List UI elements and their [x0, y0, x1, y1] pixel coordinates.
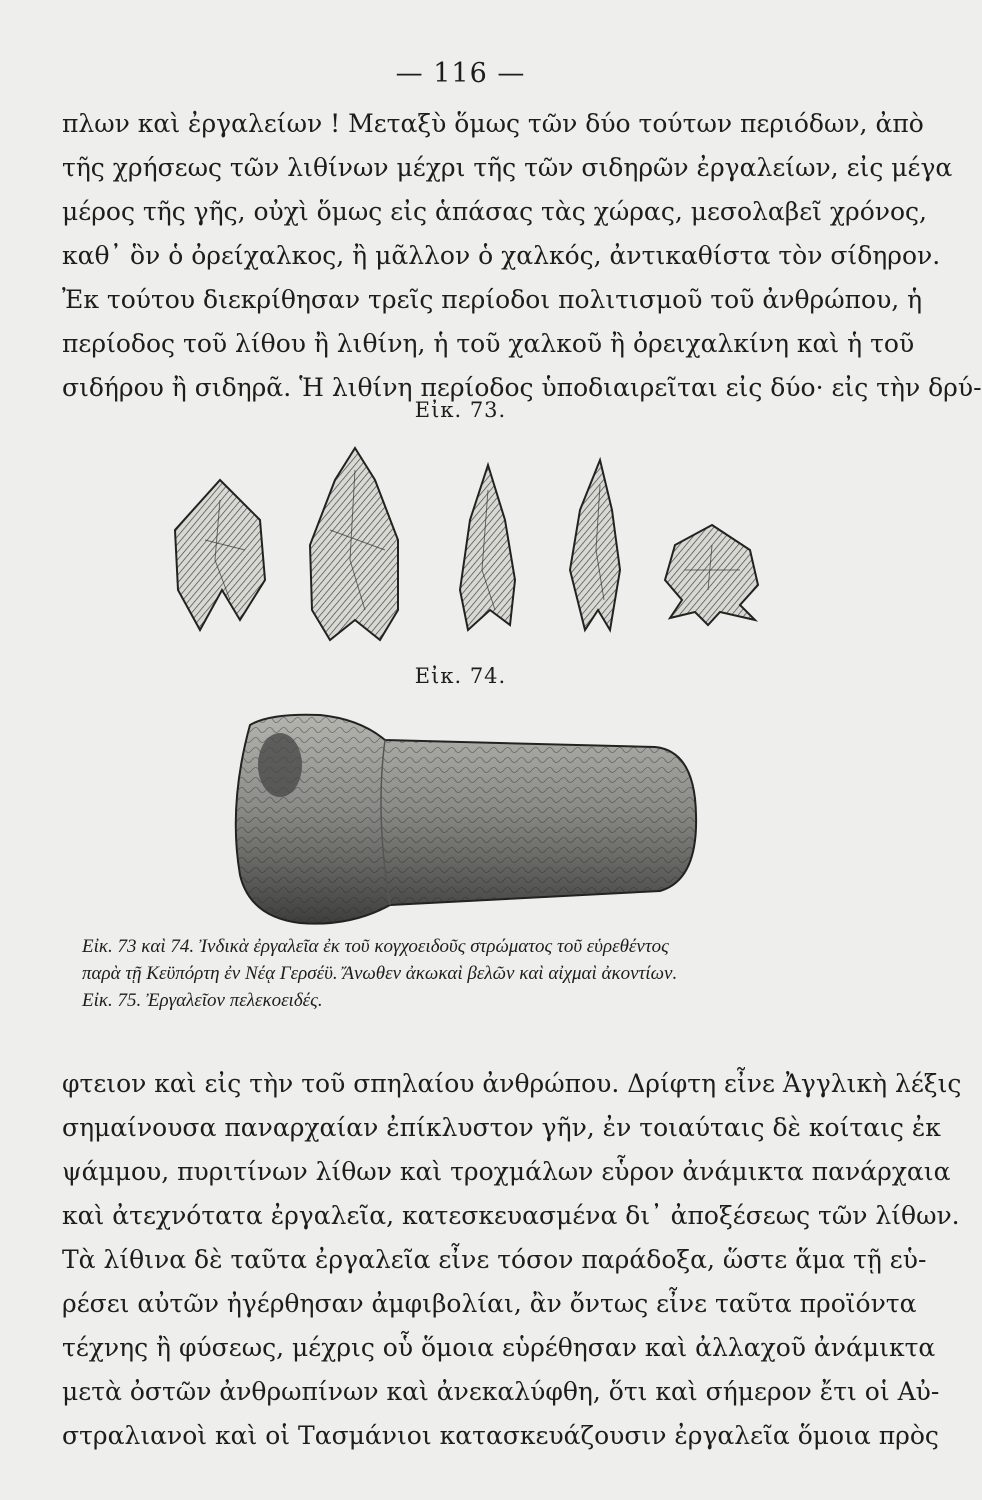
caption-line: Εἰκ. 73 καὶ 74. Ἰνδικὰ ἐργαλεῖα ἐκ τοῦ κογχοειδοῦς στρώματος τοῦ εὑρεθέντος — [82, 936, 669, 957]
text-line: σιδήρου ἢ σιδηρᾶ. Ἡ λιθίνη περίοδος ὑποδιαιρεῖται εἰς δύο· εἰς τὴν δρύ- — [62, 373, 982, 402]
text-line: πλων καὶ ἐργαλείων ! Μεταξὺ ὅμως τῶν δύο τούτων περιόδων, ἀπὸ — [62, 109, 924, 138]
page-number: — 116 — — [395, 58, 526, 89]
text-line: Τὰ λίθινα δὲ ταῦτα ἐργαλεῖα εἶνε τόσον παράδοξα, ὥστε ἅμα τῇ εὑ- — [62, 1245, 927, 1274]
text-line: στραλιανοὶ καὶ οἱ Τασμάνιοι κατασκευάζουσιν ἐργαλεῖα ὅμοια πρὸς — [62, 1421, 939, 1450]
arrowhead-3 — [460, 465, 515, 630]
text-line: καὶ ἀτεχνότατα ἐργαλεῖα, κατεσκευασμένα δι᾽ ἀποξέσεως τῶν λίθων. — [62, 1201, 960, 1230]
caption-line: Εἰκ. 75. Ἐργαλεῖον πελεκοειδές. — [82, 990, 323, 1011]
text-line: μετὰ ὀστῶν ἀνθρωπίνων καὶ ἀνεκαλύφθη, ὅτι καὶ σήμερον ἔτι οἱ Αὐ- — [62, 1377, 940, 1406]
text-line: σημαίνουσα παναρχαίαν ἐπίκλυστον γῆν, ἐν τοιαύταις δὲ κοίταις ἐκ — [62, 1113, 941, 1142]
text-line: τέχνης ἢ φύσεως, μέχρις οὗ ὅμοια εὑρέθησαν καὶ ἀλλαχοῦ ἀνάμικτα — [62, 1333, 936, 1362]
text-line: Ἐκ τούτου διεκρίθησαν τρεῖς περίοδοι πολιτισμοῦ τοῦ ἀνθρώπου, ἡ — [62, 285, 923, 314]
paragraph-bottom — [62, 1062, 962, 1458]
text-line: καθ᾽ ὃν ὁ ὀρείχαλκος, ἢ μᾶλλον ὁ χαλκός, ἀντικαθίστα τὸν σίδηρον. — [62, 241, 941, 270]
arrowhead-5 — [665, 525, 758, 625]
arrowheads-illustration — [160, 440, 780, 660]
axe-illustration — [210, 695, 710, 935]
text-line: μέρος τῆς γῆς, οὐχὶ ὅμως εἰς ἁπάσας τὰς χώρας, μεσολαβεῖ χρόνος, — [62, 197, 928, 226]
text-line: ψάμμου, πυριτίνων λίθων καὶ τροχμάλων εὗρον ἀνάμικτα πανάρχαια — [62, 1157, 951, 1186]
figure-74-label: Εἰκ. 74. — [414, 664, 507, 688]
arrowhead-4 — [570, 460, 620, 630]
text-line: φτειον καὶ εἰς τὴν τοῦ σπηλαίου ἀνθρώπου. Δρίφτη εἶνε Ἀγγλικὴ λέξις — [62, 1069, 962, 1098]
caption-line: παρὰ τῇ Κεϋπόρτη ἐν Νέᾳ Γερσέϋ. Ἄνωθεν ἀκωκαὶ βελῶν καὶ αἰχμαὶ ἀκοντίων. — [82, 963, 678, 984]
text-line: τῆς χρήσεως τῶν λιθίνων μέχρι τῆς τῶν σιδηρῶν ἐργαλείων, εἰς μέγα — [62, 153, 953, 182]
text-line: ρέσει αὐτῶν ἠγέρθησαν ἀμφιβολίαι, ἂν ὄντως εἶνε ταῦτα προϊόντα — [62, 1289, 917, 1318]
figure-73-label: Εἰκ. 73. — [414, 398, 507, 422]
text-line: περίοδος τοῦ λίθου ἢ λιθίνη, ἡ τοῦ χαλκοῦ ἢ ὀρειχαλκίνη καὶ ἡ τοῦ — [62, 329, 915, 358]
paragraph-top — [62, 102, 982, 410]
figure-caption — [82, 933, 882, 1014]
arrowhead-2 — [310, 448, 398, 640]
